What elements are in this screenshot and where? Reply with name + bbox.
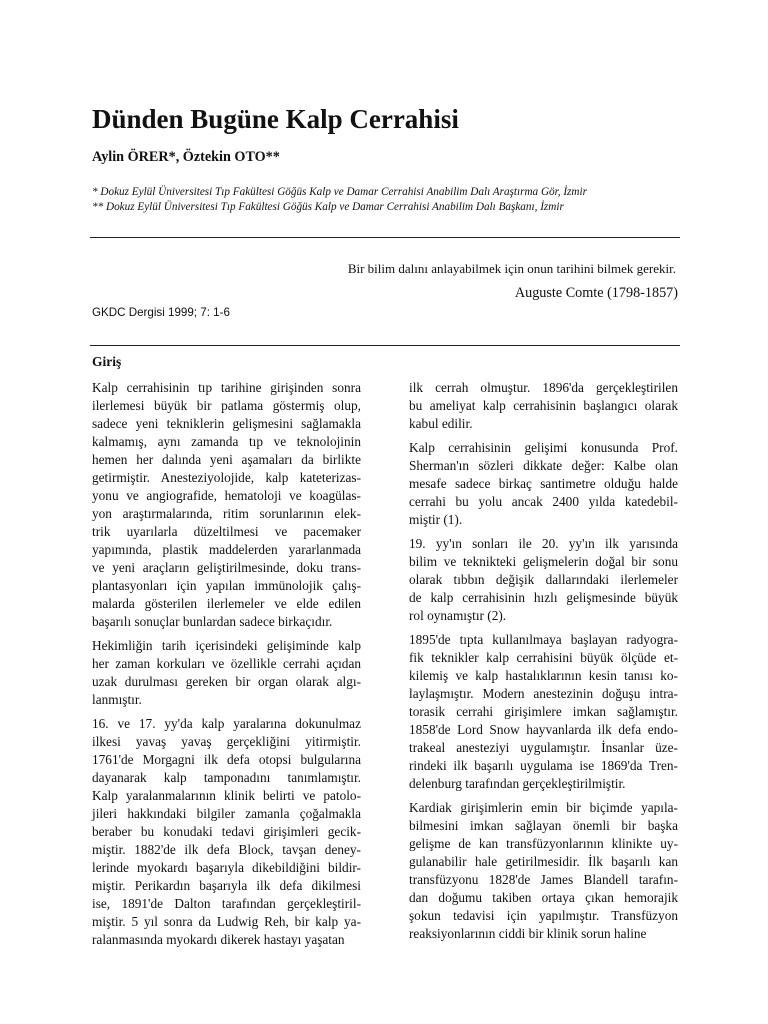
right-column: [409, 379, 678, 949]
text-line: delenburg tarafından gerçekleştirilmiştir.: [409, 776, 626, 791]
text-line: transfüzyonu 1828'de James Blandell tarafın-: [409, 872, 678, 887]
text-line: torasik cerrahi girişimlere imkan sağlamıştır.: [409, 704, 678, 719]
text-line: şokun tedavisi için yapılmıştır. Transfüzyon: [409, 908, 678, 923]
journal-citation: GKDC Dergisi 1999; 7: 1-6: [92, 306, 230, 319]
text-line: trik uyarılarla düzeltilmesi ve pacemaker: [92, 524, 361, 539]
left-column: [92, 379, 361, 955]
text-line: Hekimliğin tarih içerisindeki gelişiminde kalp: [92, 638, 361, 653]
paragraph: [92, 715, 361, 949]
text-line: Kalp cerrahisinin gelişimi konusunda Prof.: [409, 440, 678, 455]
text-line: ilkesi yavaş yavaş gerçekliğini yitirmiştir.: [92, 734, 361, 749]
section-divider: [90, 345, 680, 346]
paragraph: [92, 637, 361, 709]
text-line: lerinde myokardı başarıyla dikebildiğini bildir-: [92, 860, 361, 875]
paragraph: [409, 535, 678, 625]
text-line: olarak tıbbın değişik dallarındaki ilerlemeler: [409, 572, 678, 587]
text-line: her zaman korkuları ve özellikle cerrahi açıdan: [92, 656, 361, 671]
text-line: yapımında, plastik maddelerden yararlanmada: [92, 542, 361, 557]
section-heading: Giriş: [92, 354, 122, 369]
text-line: ise, 1891'de Dalton tarafından gerçekleştiril-: [92, 896, 361, 911]
text-line: de kalp cerrahisinin hızlı gelişmesinde büyük: [409, 590, 678, 605]
text-line: ve yeni araçların geliştirilmesinde, doku trans-: [92, 560, 361, 575]
text-line: bilmesini imkan sağlayan önemli bir başka: [409, 818, 678, 833]
text-line: beraber bu konudaki tedavi girişimleri gecik-: [92, 824, 361, 839]
text-line: reaksiyonlarının ciddi bir klinik sorun haline: [409, 926, 647, 941]
text-line: ilerlemesi büyük bir patlama göstermiş olup,: [92, 398, 361, 413]
text-line: Sherman'ın sözleri dikkate değer: Kalbe olan: [409, 458, 678, 473]
text-line: malarda gösterilen ilerlemeler ve elde edilen: [92, 596, 361, 611]
affiliation-2: ** Dokuz Eylül Üniversitesi Tıp Fakültesi Göğüs Kalp ve Damar Cerrahisi Anabilim Dalı Başkanı, İzmir: [92, 201, 564, 213]
text-line: kabul edilir.: [409, 416, 473, 431]
text-line: bilim ve teknikteki gelişmelerin doğal bir sonu: [409, 554, 678, 569]
text-line: 19. yy'ın sonları ile 20. yy'ın ilk yarısında: [409, 536, 678, 551]
paragraph: [92, 379, 361, 631]
text-line: başarılı sonuçlar bunlardan sadece birkaçıdır.: [92, 614, 333, 629]
paragraph: [409, 631, 678, 793]
text-line: sadece yeni tekniklerin gelişmesini sağlamakla: [92, 416, 361, 431]
text-line: miştir. 5 yıl sonra da Ludwig Reh, bir kalp ya-: [92, 914, 361, 929]
affiliation-1: * Dokuz Eylül Üniversitesi Tıp Fakültesi Göğüs Kalp ve Damar Cerrahisi Anabilim Dalı Araştırma Gör, İzmir: [92, 186, 587, 198]
text-line: ilk cerrah olmuştur. 1896'da gerçekleştirilen: [409, 380, 678, 395]
text-line: bu ameliyat kalp cerrahisinin başlangıcı olarak: [409, 398, 678, 413]
header-divider: [90, 237, 680, 238]
text-line: laylaşmıştır. Modern anestezinin doğuşu intra-: [409, 686, 678, 701]
text-line: mesafe sadece birkaç santimetre olduğu halde: [409, 476, 678, 491]
text-line: miştir. 1882'de ilk defa Block, tavşan deney-: [92, 842, 361, 857]
epigraph-author: Auguste Comte (1798-1857): [514, 285, 678, 301]
paragraph: [409, 799, 678, 943]
text-line: dayanarak kalp tamponadını tanımlamıştır.: [92, 770, 361, 785]
text-line: 1761'de Morgagni ilk defa otopsi bulgularına: [92, 752, 361, 767]
text-line: cerrahi bu yolu ancak 2400 yılda katedebil-: [409, 494, 678, 509]
author-list: Aylin ÖRER*, Öztekin OTO**: [92, 149, 280, 165]
text-line: lanmıştır.: [92, 692, 142, 707]
text-line: 1858'de Lord Snow hayvanlarda ilk defa endo-: [409, 722, 678, 737]
text-line: getirmiştir. Anesteziyolojide, kalp kateterizas-: [92, 470, 361, 485]
text-line: hemen her dalında yeni aşamaları da birlikte: [92, 452, 361, 467]
text-line: miştir. Perikardın başarıyla ilk defa dikilmesi: [92, 878, 361, 893]
text-line: gulanabilir hale getirilmesidir. İlk başarılı kan: [409, 854, 678, 869]
text-line: Kardiak girişimlerin emin bir biçimde yapıla-: [409, 800, 678, 815]
text-line: yonu ve angiografide, hematoloji ve koagülas-: [92, 488, 361, 503]
text-line: ralanmasında myokardı dikerek hastayı yaşatan: [92, 932, 345, 947]
paragraph: [409, 439, 678, 529]
text-line: kilemiş ve kalp hastalıklarının kesin tanısı ko-: [409, 668, 678, 683]
text-line: plantasyonları için yapılan immünolojik çalış-: [92, 578, 361, 593]
text-line: 16. ve 17. yy'da kalp yaralarına dokunulmaz: [92, 716, 361, 731]
text-line: gelişme de kan transfüzyonlarının klinikte uy-: [409, 836, 678, 851]
text-line: kalmamış, aynı zamanda tıp ve teknolojinin: [92, 434, 361, 449]
text-line: rol oynamıştır (2).: [409, 608, 507, 623]
text-line: Kalp cerrahisinin tıp tarihine girişinden sonra: [92, 380, 361, 395]
text-line: uzak durulması gereken bir organ olarak algı-: [92, 674, 361, 689]
text-line: yon araştırmalarında, ritim sorunlarının elek-: [92, 506, 361, 521]
epigraph-quote: Bir bilim dalını anlayabilmek için onun tarihini bilmek gerekir.: [347, 261, 676, 276]
text-line: Kalp yaralanmalarının klinik belirti ve patolo-: [92, 788, 361, 803]
paragraph: [409, 379, 678, 433]
article-title: Dünden Bugüne Kalp Cerrahisi: [92, 104, 459, 134]
text-line: 1895'de tıpta kullanılmaya başlayan radyogra-: [409, 632, 678, 647]
text-line: miştir (1).: [409, 512, 463, 527]
text-line: dan doğumu takiben ortaya çıkan hemorajik: [409, 890, 678, 905]
text-line: trakeal anesteziyi uygulamıştır. İnsanlar üze-: [409, 740, 678, 755]
text-line: rindeki ilk başarılı uygulama ise 1869'da Tren-: [409, 758, 678, 773]
text-line: jileri hakkındaki bilgiler zamanla çoğalmakla: [92, 806, 361, 821]
text-line: fik teknikler kalp cerrahisini büyük ölçüde et-: [409, 650, 678, 665]
